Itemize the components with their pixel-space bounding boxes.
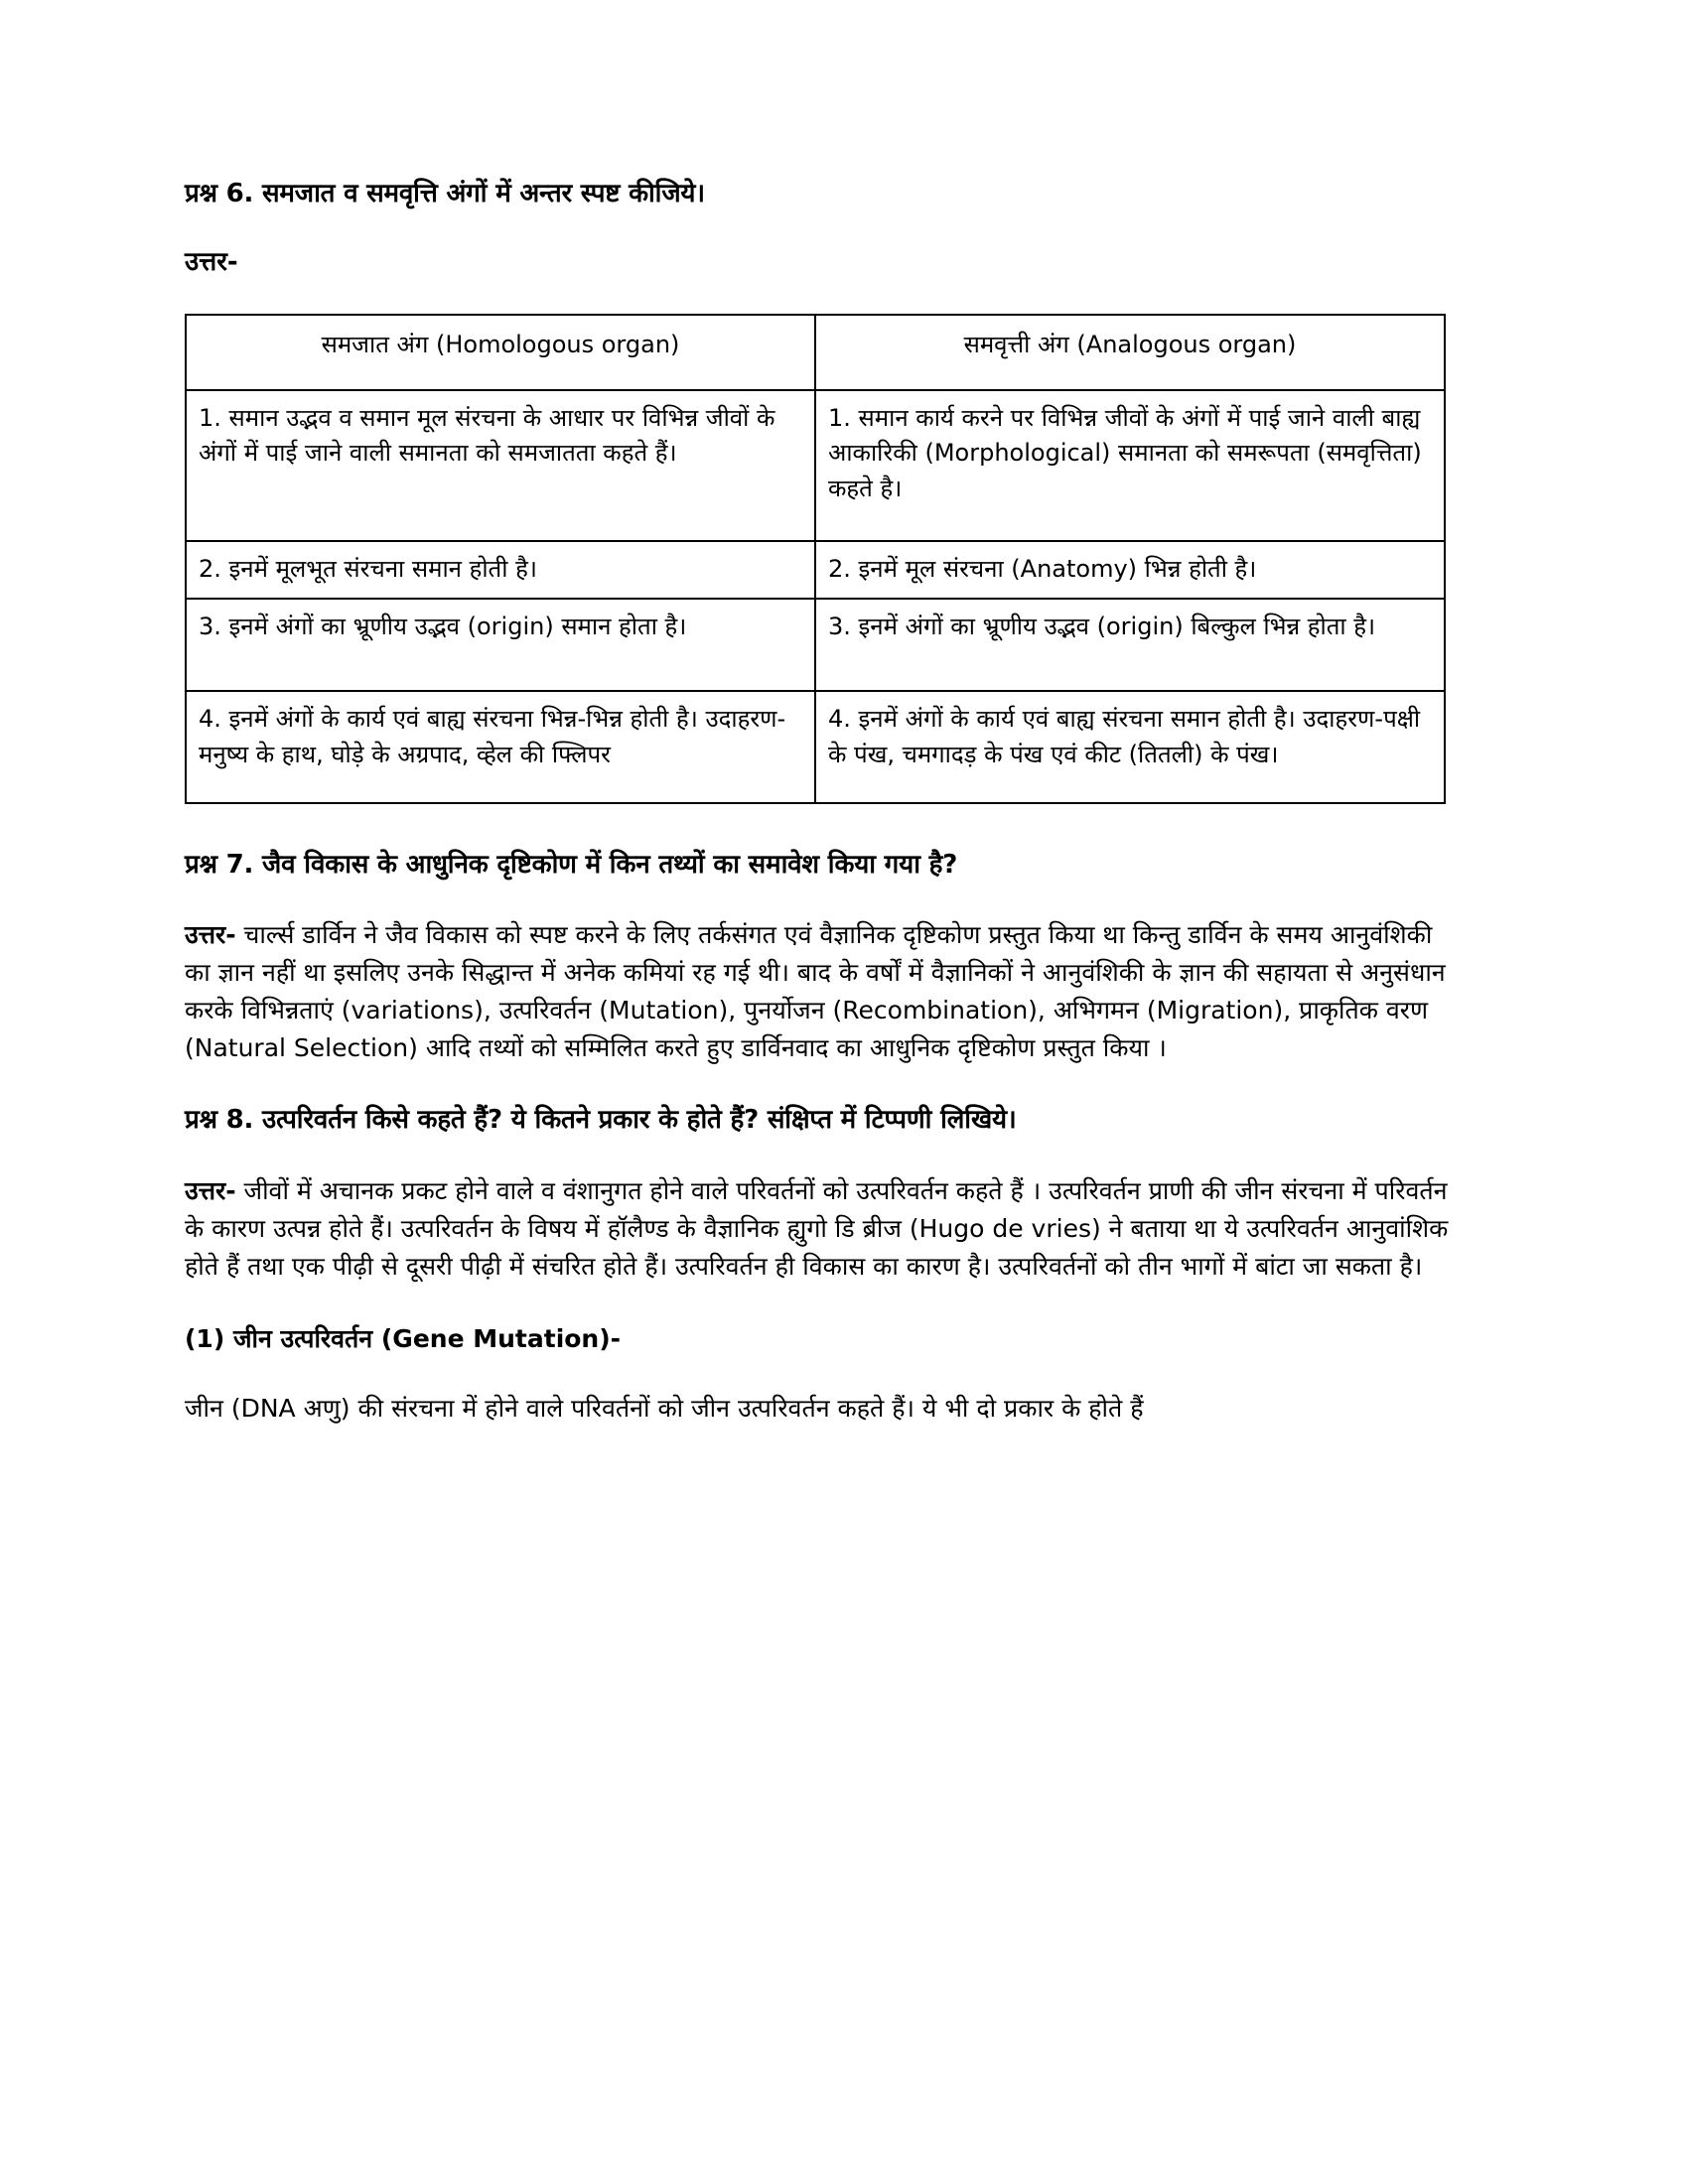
question-8-heading: प्रश्न 8. उत्परिवर्तन किसे कहते हैं? ये कितने प्रकार के होते हैं? संक्षिप्त में टिप्पणी लिखिये।	[185, 1105, 1017, 1136]
table-cell-left: 1. समान उद्भव व समान मूल संरचना के आधार पर विभिन्न जीवों के अंगों में पाई जाने वाली समानता को समजातता कहते हैं।	[186, 390, 815, 542]
question-8-subsection-text: जीन (DNA अणु) की संरचना में होने वाले परिवर्तनों को जीन उत्परिवर्तन कहते हैं। ये भी दो प्रकार के होते हैं	[185, 1393, 1144, 1423]
question-7-heading: प्रश्न 7. जैव विकास के आधुनिक दृष्टिकोण में किन तथ्यों का समावेश किया गया है?	[185, 850, 958, 881]
table-body	[186, 390, 1445, 804]
table-cell-left: 3. इनमें अंगों का भ्रूणीय उद्भव (origin) समान होता है।	[186, 599, 815, 692]
table-cell-right: 1. समान कार्य करने पर विभिन्न जीवों के अंगों में पाई जाने वाली बाह्य आकारिकी (Morphological) समानता को समरूपता (समवृत्तिता) कहते है।	[815, 390, 1445, 542]
question-8-answer	[185, 1172, 1461, 1286]
table-row	[186, 599, 1445, 692]
table-cell-right: 4. इनमें अंगों के कार्य एवं बाह्य संरचना समान होती है। उदाहरण-पक्षी के पंख, चमगादड़ के पंख एवं कीट (तितली) के पंख।	[815, 691, 1445, 803]
table-cell-right: 2. इनमें मूल संरचना (Anatomy) भिन्न होती है।	[815, 541, 1445, 599]
table-row	[186, 541, 1445, 599]
table-cell-right: 3. इनमें अंगों का भ्रूणीय उद्भव (origin) बिल्कुल भिन्न होता है।	[815, 599, 1445, 692]
table-header-row	[186, 315, 1445, 390]
question-8-answer-text: जीवों में अचानक प्रकट होने वाले व वंशानुगत होने वाले परिवर्तनों को उत्परिवर्तन कहते हैं । उत्परिवर्तन प्राणी की जीन संरचना में परिवर्तन के कारण उत्पन्न होते हैं। उत्परिवर्तन के विषय में हॉलैण्ड के वैज्ञानिक ह्युगो डि ब्रीज (Hugo de vries) ने बताया था ये उत्परिवर्तन आनुवांशिक होते हैं तथा एक पीढ़ी से दूसरी पीढ़ी में संचरित होते हैं। उत्परिवर्तन ही विकास का कारण है। उत्परिवर्तनों को तीन भागों में बांटा जा सकता है।	[185, 1175, 1449, 1281]
table-header-analogous: समवृत्ती अंग (Analogous organ)	[815, 315, 1445, 390]
table-row	[186, 390, 1445, 542]
document-content	[185, 177, 1461, 1463]
question-8-subsection-heading: (1) जीन उत्परिवर्तन (Gene Mutation)-	[185, 1323, 622, 1353]
question-7-answer-label: उत्तर-	[185, 920, 236, 950]
table-cell-left: 4. इनमें अंगों के कार्य एवं बाह्य संरचना भिन्न-भिन्न होती है। उदाहरण-मनुष्य के हाथ, घोड़े के अग्रपाद, व्हेल की फ्लिपर	[186, 691, 815, 803]
question-6-heading: प्रश्न 6. समजात व समवृत्ति अंगों में अन्तर स्पष्ट कीजिये।	[185, 179, 705, 208]
table-header-homologous: समजात अंग (Homologous organ)	[186, 315, 815, 390]
question-8-answer-label: उत्तर-	[185, 1175, 236, 1205]
question-7-answer	[185, 916, 1461, 1067]
homologous-analogous-comparison-table	[185, 314, 1446, 804]
table-head	[186, 315, 1445, 390]
table-row	[186, 691, 1445, 803]
table-cell-left: 2. इनमें मूलभूत संरचना समान होती है।	[186, 541, 815, 599]
question-6-answer-label: उत्तर-	[185, 247, 238, 278]
question-7-answer-text: चार्ल्स डार्विन ने जैव विकास को स्पष्ट करने के लिए तर्कसंगत एवं वैज्ञानिक दृष्टिकोण प्रस्तुत किया था किन्तु डार्विन के समय आनुवंशिकी का ज्ञान नहीं था इसलिए उनके सिद्धान्त में अनेक कमियां रह गई थी। बाद के वर्षों में वैज्ञानिकों ने आनुवंशिकी के ज्ञान की सहायता से अनुसंधान करके विभिन्नताएं (variations), उत्परिवर्तन (Mutation), पुनर्योजन (Recombination), अभिगमन (Migration), प्राकृतिक वरण (Natural Selection) आदि तथ्यों को सम्मिलित करते हुए डार्विनवाद का आधुनिक दृष्टिकोण प्रस्तुत किया ।	[185, 920, 1446, 1063]
